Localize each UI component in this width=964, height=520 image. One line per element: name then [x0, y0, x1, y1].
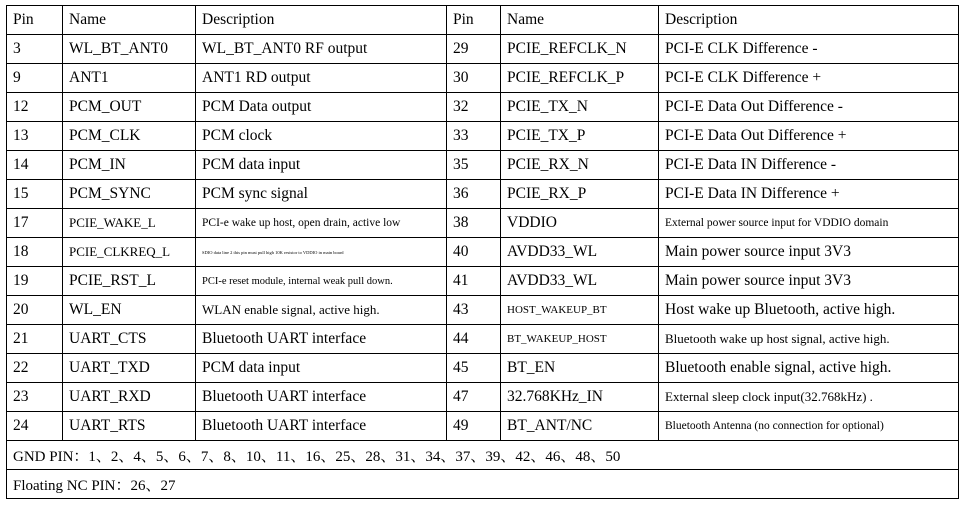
pin-description-cell: PCM sync signal: [196, 180, 447, 209]
table-row: [7, 267, 959, 296]
pin-description-cell: ANT1 RD output: [196, 64, 447, 93]
pin-name-cell: PCIE_RX_P: [501, 180, 659, 209]
pin-number-cell: 29: [447, 35, 501, 64]
pin-number-cell: 43: [447, 296, 501, 325]
pin-number-cell: 14: [7, 151, 63, 180]
pin-number-cell: 22: [7, 354, 63, 383]
pin-name-cell: WL_BT_ANT0: [63, 35, 196, 64]
pin-number-cell: 33: [447, 122, 501, 151]
pin-name-cell: WL_EN: [63, 296, 196, 325]
pin-name-cell: UART_RTS: [63, 412, 196, 441]
pin-name-cell: UART_CTS: [63, 325, 196, 354]
pin-description-cell: External sleep clock input(32.768kHz) .: [659, 383, 959, 412]
pin-name-cell: AVDD33_WL: [501, 238, 659, 267]
pin-description-cell: PCM Data output: [196, 93, 447, 122]
table-row: [7, 238, 959, 267]
pin-name-cell: BT_EN: [501, 354, 659, 383]
floating-pin-row: [7, 470, 959, 499]
table-row: [7, 412, 959, 441]
pin-name-cell: 32.768KHz_IN: [501, 383, 659, 412]
pin-description-cell: SDIO data line 2 this pin must pull high 10K resistor to VDDIO in main board: [196, 238, 447, 267]
pin-name-cell: BT_ANT/NC: [501, 412, 659, 441]
pin-description-cell: WL_BT_ANT0 RF output: [196, 35, 447, 64]
pin-name-cell: ANT1: [63, 64, 196, 93]
pin-description-cell: PCI-E CLK Difference +: [659, 64, 959, 93]
pin-number-cell: 44: [447, 325, 501, 354]
pin-number-cell: 12: [7, 93, 63, 122]
header-pin-left: Pin: [7, 6, 63, 35]
pin-name-cell: PCM_OUT: [63, 93, 196, 122]
pin-name-cell: PCIE_REFCLK_P: [501, 64, 659, 93]
pin-description-cell: PCI-E CLK Difference -: [659, 35, 959, 64]
table-row: [7, 325, 959, 354]
table-row: [7, 383, 959, 412]
pin-number-cell: 36: [447, 180, 501, 209]
pin-number-cell: 32: [447, 93, 501, 122]
pin-number-cell: 38: [447, 209, 501, 238]
pin-description-cell: WLAN enable signal, active high.: [196, 296, 447, 325]
pin-number-cell: 45: [447, 354, 501, 383]
header-pin-right: Pin: [447, 6, 501, 35]
pin-description-cell: Bluetooth enable signal, active high.: [659, 354, 959, 383]
pin-description-cell: Bluetooth Antenna (no connection for optional): [659, 412, 959, 441]
pin-description-cell: PCI-e wake up host, open drain, active low: [196, 209, 447, 238]
gnd-pin-list: GND PIN：1、2、4、5、6、7、8、10、11、16、25、28、31、34、37、39、42、46、48、50: [7, 441, 959, 470]
table-row: [7, 93, 959, 122]
pin-number-cell: 47: [447, 383, 501, 412]
table-row: [7, 296, 959, 325]
floating-nc-pin-list: Floating NC PIN：26、27: [7, 470, 959, 499]
pin-number-cell: 13: [7, 122, 63, 151]
table-row: [7, 180, 959, 209]
pin-name-cell: PCIE_WAKE_L: [63, 209, 196, 238]
pin-number-cell: 41: [447, 267, 501, 296]
header-description-left: Description: [196, 6, 447, 35]
pin-number-cell: 17: [7, 209, 63, 238]
pin-number-cell: 49: [447, 412, 501, 441]
pin-number-cell: 3: [7, 35, 63, 64]
pin-name-cell: UART_RXD: [63, 383, 196, 412]
table-row: [7, 35, 959, 64]
pin-name-cell: BT_WAKEUP_HOST: [501, 325, 659, 354]
table-row: [7, 122, 959, 151]
pin-description-cell: Bluetooth UART interface: [196, 412, 447, 441]
pin-name-cell: HOST_WAKEUP_BT: [501, 296, 659, 325]
pin-name-cell: PCIE_RX_N: [501, 151, 659, 180]
pin-description-cell: PCM data input: [196, 354, 447, 383]
pin-number-cell: 21: [7, 325, 63, 354]
pin-name-cell: PCIE_TX_P: [501, 122, 659, 151]
pin-description-cell: PCM data input: [196, 151, 447, 180]
pin-description-cell: PCI-E Data IN Difference -: [659, 151, 959, 180]
pin-name-cell: PCIE_RST_L: [63, 267, 196, 296]
pin-description-cell: Main power source input 3V3: [659, 238, 959, 267]
pin-definition-table: [6, 5, 959, 499]
pin-number-cell: 9: [7, 64, 63, 93]
pin-name-cell: VDDIO: [501, 209, 659, 238]
table-row: [7, 151, 959, 180]
pin-description-cell: PCI-E Data IN Difference +: [659, 180, 959, 209]
table-row: [7, 209, 959, 238]
pin-name-cell: PCIE_CLKREQ_L: [63, 238, 196, 267]
pin-name-cell: UART_TXD: [63, 354, 196, 383]
header-name-left: Name: [63, 6, 196, 35]
pin-description-cell: Host wake up Bluetooth, active high.: [659, 296, 959, 325]
pin-name-cell: PCM_IN: [63, 151, 196, 180]
pin-description-cell: Bluetooth UART interface: [196, 325, 447, 354]
table-row: [7, 354, 959, 383]
table-header-row: [7, 6, 959, 35]
pin-description-cell: PCI-E Data Out Difference -: [659, 93, 959, 122]
pin-number-cell: 35: [447, 151, 501, 180]
gnd-pin-row: [7, 441, 959, 470]
pin-number-cell: 40: [447, 238, 501, 267]
pin-number-cell: 24: [7, 412, 63, 441]
pin-table-container: [6, 5, 958, 499]
pin-number-cell: 15: [7, 180, 63, 209]
pin-description-cell: PCM clock: [196, 122, 447, 151]
header-description-right: Description: [659, 6, 959, 35]
pin-name-cell: PCM_CLK: [63, 122, 196, 151]
pin-description-cell: Bluetooth wake up host signal, active high.: [659, 325, 959, 354]
pin-description-cell: External power source input for VDDIO domain: [659, 209, 959, 238]
pin-description-cell: Main power source input 3V3: [659, 267, 959, 296]
pin-description-cell: PCI-e reset module, internal weak pull down.: [196, 267, 447, 296]
table-row: [7, 64, 959, 93]
pin-name-cell: PCIE_REFCLK_N: [501, 35, 659, 64]
pin-number-cell: 23: [7, 383, 63, 412]
pin-number-cell: 20: [7, 296, 63, 325]
pin-number-cell: 30: [447, 64, 501, 93]
pin-number-cell: 19: [7, 267, 63, 296]
header-name-right: Name: [501, 6, 659, 35]
pin-name-cell: PCM_SYNC: [63, 180, 196, 209]
pin-name-cell: AVDD33_WL: [501, 267, 659, 296]
pin-name-cell: PCIE_TX_N: [501, 93, 659, 122]
pin-description-cell: Bluetooth UART interface: [196, 383, 447, 412]
pin-number-cell: 18: [7, 238, 63, 267]
pin-description-cell: PCI-E Data Out Difference +: [659, 122, 959, 151]
